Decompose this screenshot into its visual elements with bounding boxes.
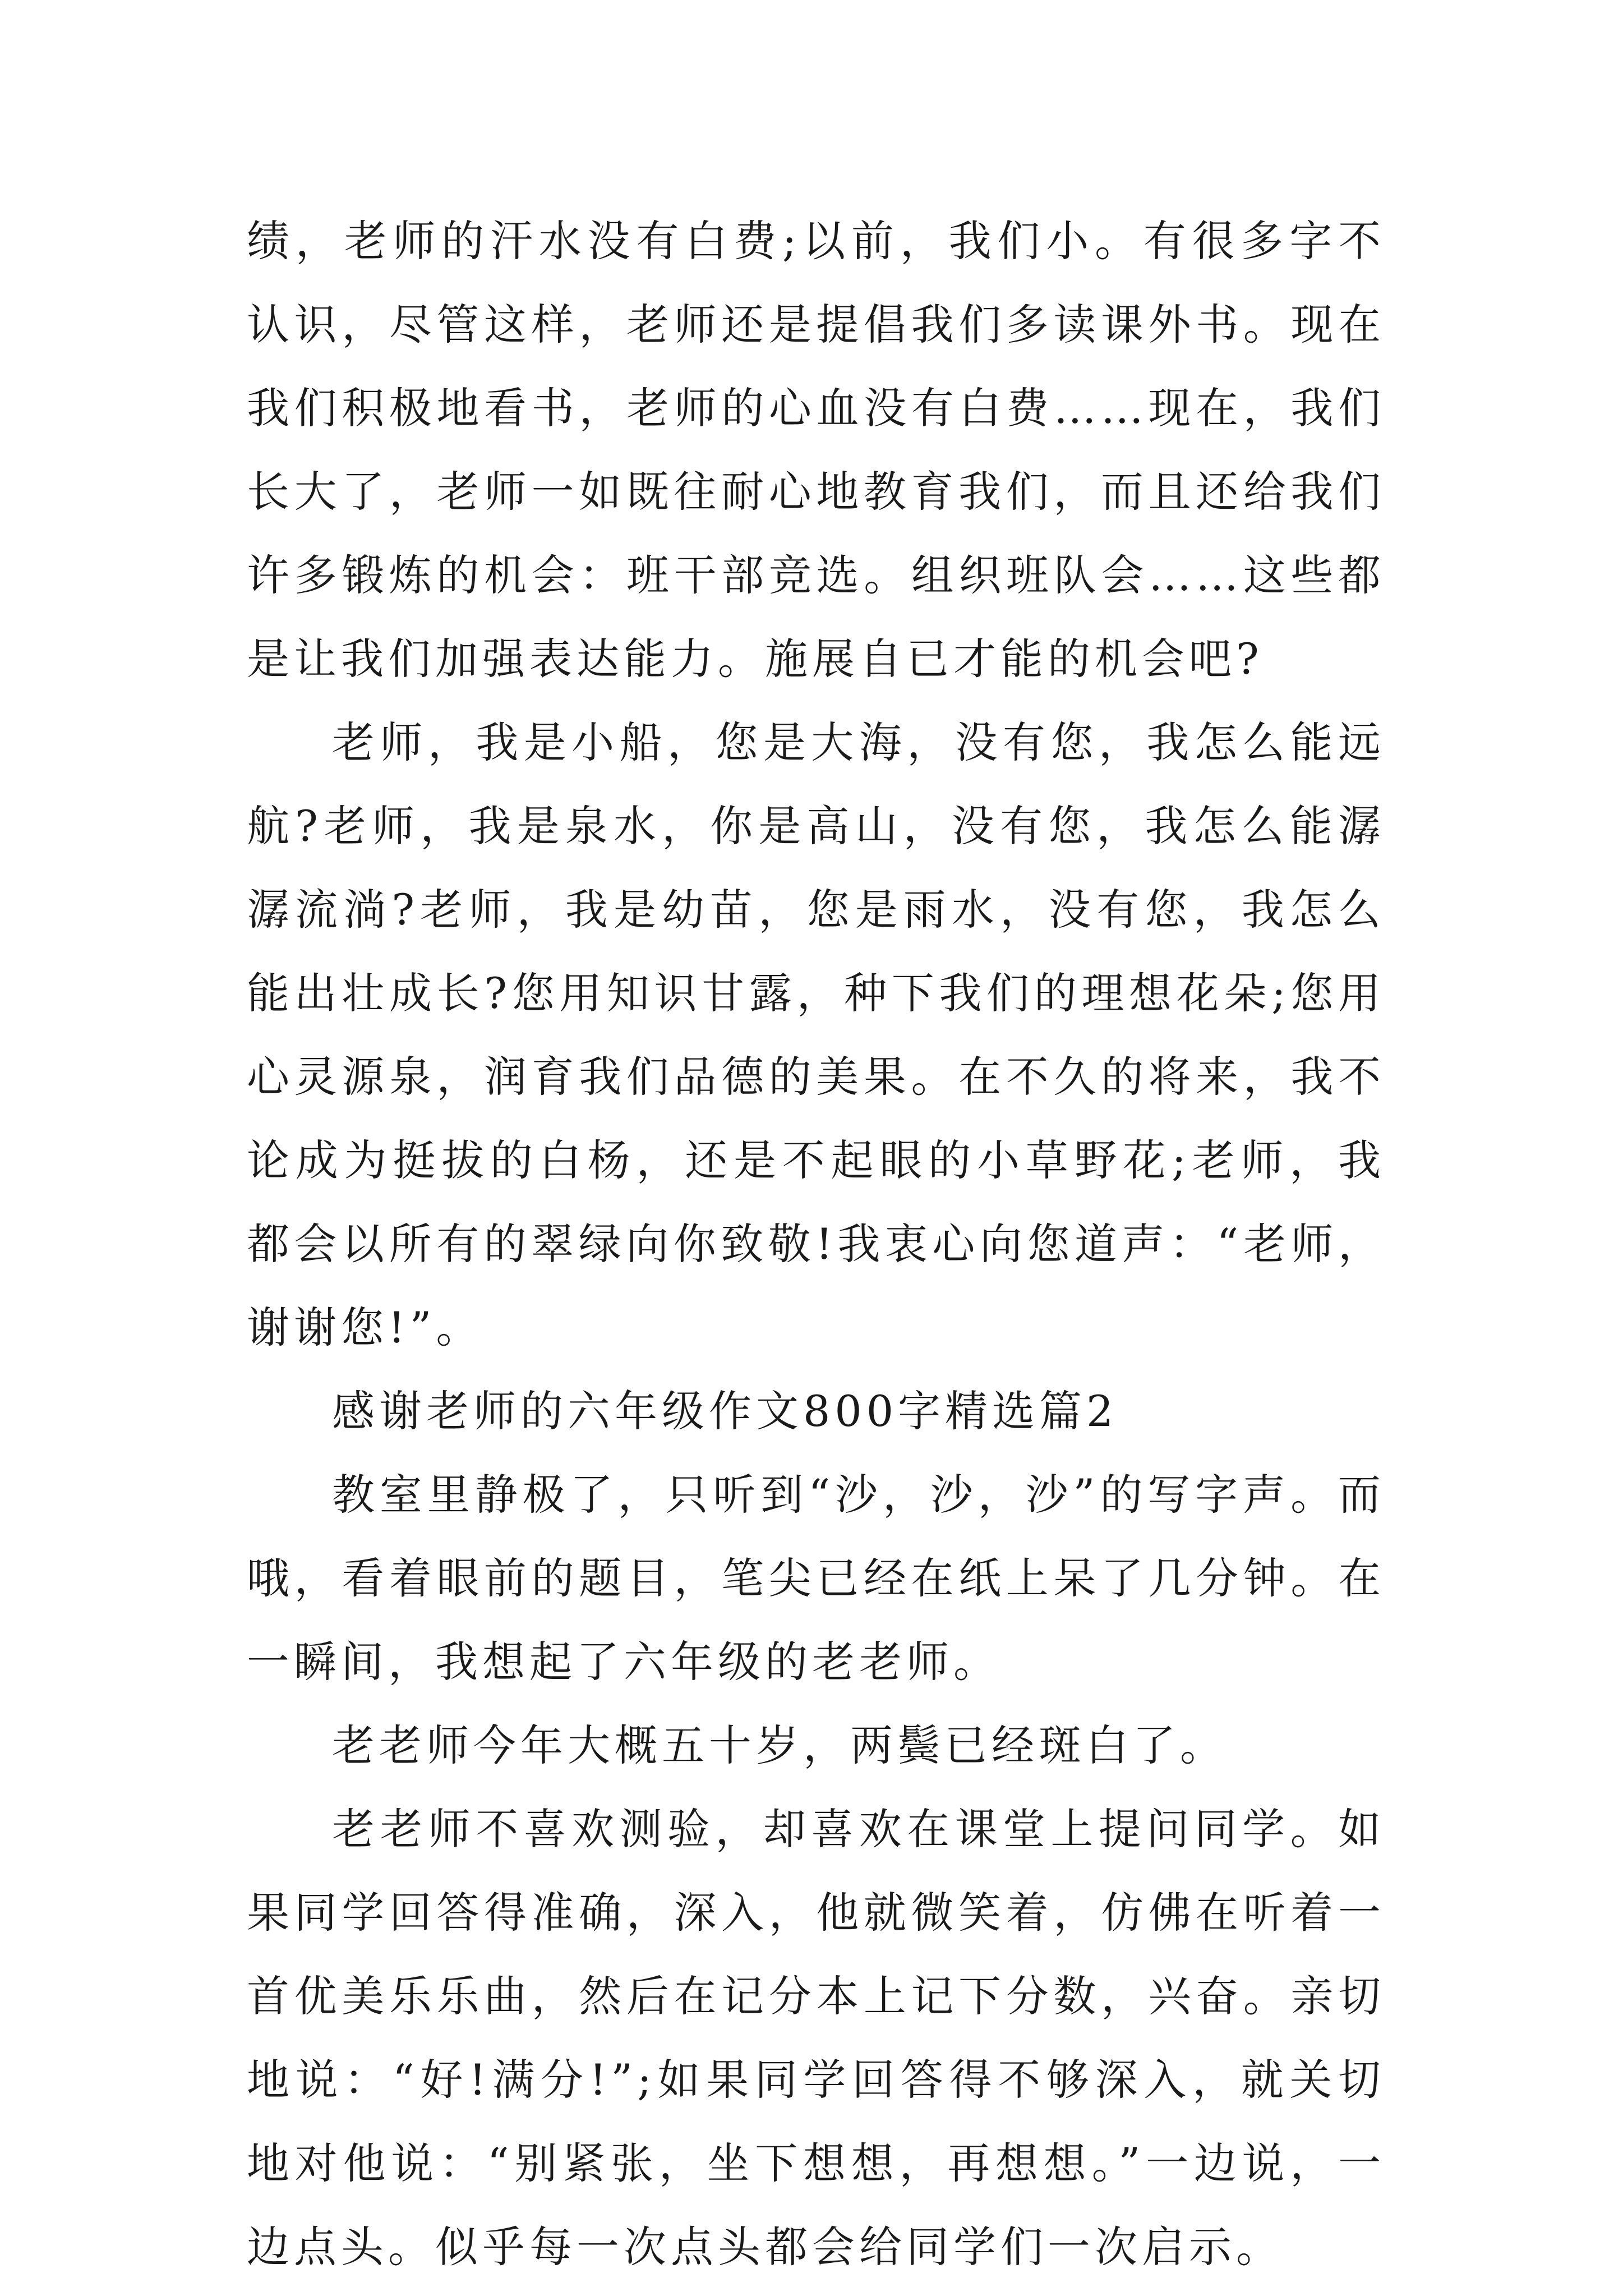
paragraph-3: 教室里静极了，只听到“沙，沙，沙”的写字声。而哦，看着眼前的题目，笔尖已经在纸上呆了几分钟。在一瞬间，我想起了六年级的老老师。	[247, 1470, 1385, 1687]
paragraph-4: 老老师今年大概五十岁，两鬓已经斑白了。	[332, 1720, 1227, 1770]
paragraph-2: 老师，我是小船，您是大海，没有您，我怎么能远航?老师，我是泉水，你是高山，没有您，我怎么能潺潺流淌?老师，我是幼苗，您是雨水，没有您，我怎么能出壮成长?您用知识甘露，种下我们的理想花朵;您用心灵源泉，润育我们品德的美果。在不久的将来，我不论成为挺拔的白杨，还是不起眼的小草野花;老师，我都会以所有的翠绿向你致敬!我衷心向您道声：“老师，谢谢您!”。	[247, 717, 1385, 1352]
document-body	[247, 199, 1385, 2289]
section-heading: 感谢老师的六年级作文800字精选篇2	[332, 1386, 1118, 1436]
paragraph-1: 绩，老师的汗水没有白费;以前，我们小。有很多字不认识，尽管这样，老师还是提倡我们多读课外书。现在我们积极地看书，老师的心血没有白费……现在，我们长大了，老师一如既往耐心地教育我们，而且还给我们许多锻炼的机会：班干部竞选。组织班队会……这些都是让我们加强表达能力。施展自已才能的机会吧?	[247, 216, 1385, 684]
paragraph-5: 老老师不喜欢测验，却喜欢在课堂上提问同学。如果同学回答得准确，深入，他就微笑着，仿佛在听着一首优美乐乐曲，然后在记分本上记下分数，兴奋。亲切地说：“好!满分!”;如果同学回答得不够深入，就关切地对他说：“别紧张，坐下想想，再想想。”一边说，一边点头。似乎每一次点头都会给同学们一次启示。	[247, 1804, 1385, 2272]
